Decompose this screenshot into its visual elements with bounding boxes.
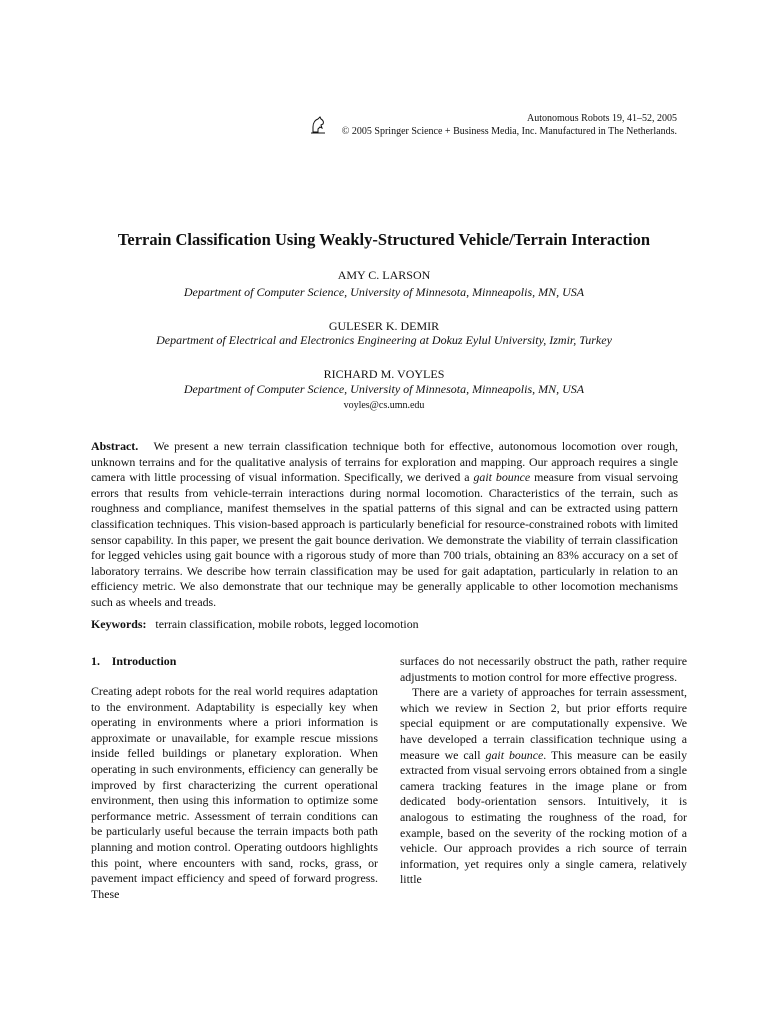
abstract-text: We present a new terrain classification technique both for effective, autonomous locomotion over rough, unknown terrains and for the qualitative analysis of terrains for exploration and mapping. Our approach requires a single camera with little processing of visual information. Specifically, we derived a xyxy=(91,439,678,485)
paragraph-emphasis: gait bounce xyxy=(485,747,544,762)
abstract-text: measure from visual servoing errors that results from vehicle-terrain interactions during normal locomotion. Characteristics of the terrain, such as roughness and compliance, manifest themselves in the spatial patterns of this signal and can be extracted using pattern classification techniques. This vision-based approach is particularly beneficial for resource-constrained robots with limited sensor capability. In this paper, we present the gait bounce derivation. We demonstrate the viability of terrain classification for legged vehicles using gait bounce with a rigorous study of more than 700 trials, obtaining an 83% accuracy on a set of laboratory terrains. We describe how terrain classification may be used for gait adaptation, particularly in relation to an efficiency metric. We also demonstrate that our technique may be generally applicable to other locomotion mechanisms such as wheels and treads. xyxy=(91,470,678,609)
author-affiliation: Department of Computer Science, University of Minnesota, Minneapolis, MN, USA xyxy=(183,382,585,396)
author-affiliation: Department of Computer Science, University of Minnesota, Minneapolis, MN, USA xyxy=(183,285,585,299)
author-affiliation: Department of Electrical and Electronics Engineering at Dokuz Eylul University, Izmir, Turkey xyxy=(156,333,612,347)
author-name: AMY C. LARSON xyxy=(337,268,431,282)
section-heading: 1. Introduction xyxy=(91,654,177,668)
springer-horse-logo xyxy=(310,116,326,134)
journal-citation: Autonomous Robots 19, 41–52, 2005 xyxy=(526,113,677,124)
keywords-label: Keywords: xyxy=(91,617,147,631)
author-name: RICHARD M. VOYLES xyxy=(323,367,445,381)
paragraph-text: There are a variety of approaches for terrain assessment, which we review in Section 2, but prior efforts require special equipment or are computationally expensive. We have developed a terrain classification technique using a measure we call xyxy=(400,685,687,762)
abstract xyxy=(91,439,678,611)
left-column-text: Creating adept robots for the real world requires adaptation to the environment. Adaptability is especially key when operating in environments where a priori information is approximate or unavailable, for example rescue missions inside felled buildings or planetary exploration. When operating in such environments, efficiency can generally be improved by first characterizing the current operational environment, then using this information to optimize some performance metric. Assessment of terrain conditions can be particularly useful because the terrain impacts both path planning and motion control. Operating outdoors highlights this point, where encounters with sand, rocks, grass, or pavement impact efficiency and speed of forward progress. These xyxy=(91,684,378,901)
abstract-emphasis: gait bounce xyxy=(473,470,531,485)
right-column xyxy=(400,654,687,888)
paper-title: Terrain Classification Using Weakly-Structured Vehicle/Terrain Interaction xyxy=(117,230,651,249)
copyright-line: © 2005 Springer Science + Business Media, Inc. Manufactured in The Netherlands. xyxy=(341,126,677,137)
author-name: GULESER K. DEMIR xyxy=(328,319,440,333)
paragraph xyxy=(400,685,687,888)
keywords xyxy=(91,617,419,632)
abstract-label: Abstract. xyxy=(91,439,139,453)
keywords-text: terrain classification, mobile robots, legged locomotion xyxy=(155,617,419,631)
author-email: voyles@cs.umn.edu xyxy=(343,400,425,411)
paragraph-text: . This measure can be easily extracted from visual servoing errors obtained from a single camera tracking features in the image plane or from dedicated body-orientation sensors. Intuitively, it is analogous to estimating the roughness of the road, for example, based on the severity of the rocking motion of a vehicle. Our approach provides a rich source of terrain information, yet requires only a single camera, relatively little xyxy=(400,747,688,887)
paragraph: surfaces do not necessarily obstruct the path, rather require adjustments to motion control for more effective progress. xyxy=(400,654,687,684)
